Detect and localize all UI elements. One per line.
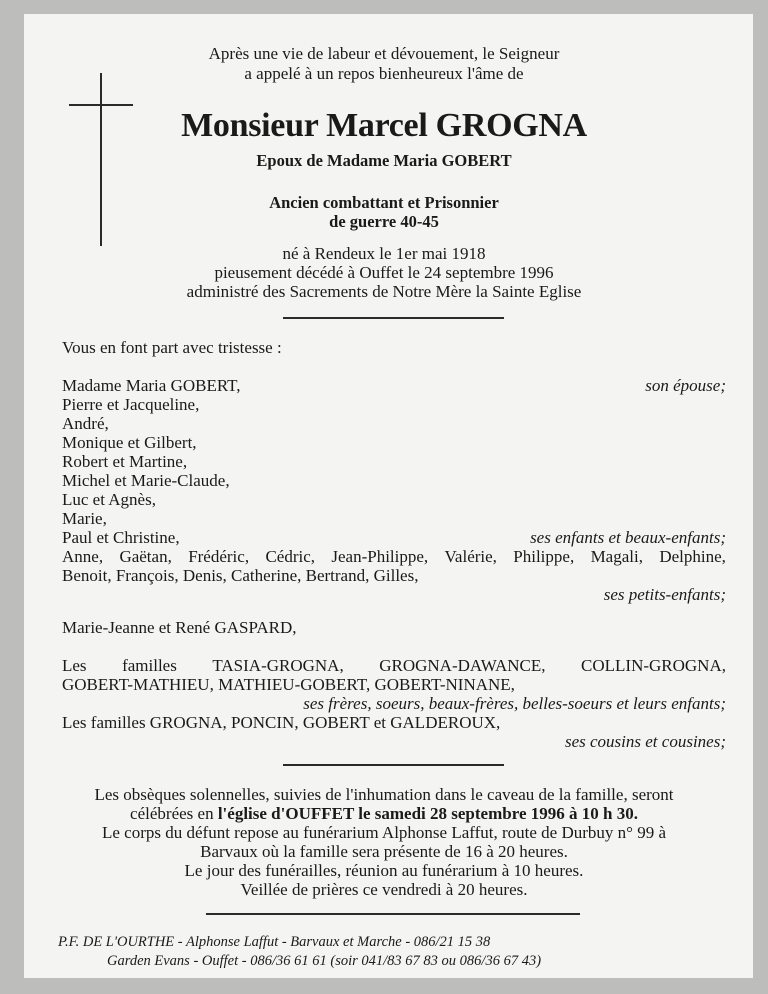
spouse-name: Madame Maria GOBERT,	[62, 376, 241, 395]
spouse-line: Epoux de Madame Maria GOBERT	[256, 151, 512, 170]
siblings-relation: ses frères, soeurs, beaux-frères, belles-soeurs et leurs enfants;	[303, 694, 726, 713]
funeral-line-6: Veillée de prières ce vendredi à 20 heures.	[240, 880, 528, 899]
veteran-title	[0, 193, 768, 231]
siblings-word: TASIA-GROGNA,	[212, 656, 344, 675]
family-list	[62, 376, 726, 604]
funeral-place-date: l'église d'OUFFET le samedi 28 septembre 1996 à 10 h 30.	[217, 804, 638, 823]
grandchildren-line-1	[62, 547, 726, 566]
spouse-relation: son épouse;	[645, 376, 726, 395]
child-row: Pierre et Jacqueline,	[62, 395, 200, 414]
footer-line-1: P.F. DE L'OURTHE - Alphonse Laffut - Barvaux et Marche - 086/21 15 38	[58, 934, 491, 950]
child-row: Michel et Marie-Claude,	[62, 471, 230, 490]
grandchild: Jean-Philippe,	[331, 547, 429, 566]
extended-family	[62, 656, 726, 751]
announce: Vous en font part avec tristesse :	[62, 338, 282, 357]
intro-line-1: Après une vie de labeur et dévouement, le Seigneur	[208, 44, 560, 63]
other-family: Marie-Jeanne et René GASPARD,	[62, 618, 297, 637]
funeral-notice	[0, 785, 768, 899]
child-row: Luc et Agnès,	[62, 490, 156, 509]
intro-text	[0, 44, 768, 84]
grandchild: Magali,	[590, 547, 643, 566]
grandchild: Anne,	[62, 547, 104, 566]
veteran-title-line-1: Ancien combattant et Prisonnier	[269, 193, 499, 212]
sacraments-line: administré des Sacrements de Notre Mère la Sainte Eglise	[186, 282, 582, 301]
siblings-word: Les	[62, 656, 87, 675]
funeral-line-1: Les obsèques solennelles, suivies de l'inhumation dans le caveau de la famille, seront	[94, 785, 674, 804]
funeral-line-4: Barvaux où la famille sera présente de 16 à 20 heures.	[200, 842, 568, 861]
siblings-line-1	[62, 656, 726, 675]
veteran-title-line-2: de guerre 40-45	[329, 212, 439, 231]
grandchild: Cédric,	[265, 547, 316, 566]
divider-1	[283, 317, 504, 319]
death-line: pieusement décédé à Ouffet le 24 septembre 1996	[214, 263, 554, 282]
grandchild: Frédéric,	[188, 547, 250, 566]
grandchildren-line-2: Benoit, François, Denis, Catherine, Bertrand, Gilles,	[62, 566, 419, 585]
siblings-word: GROGNA-DAWANCE,	[379, 656, 546, 675]
child-row: André,	[62, 414, 109, 433]
child-row: Monique et Gilbert,	[62, 433, 197, 452]
footer-line-2: Garden Evans - Ouffet - 086/36 61 61 (soir 041/83 67 83 ou 086/36 67 43)	[107, 953, 542, 969]
funeral-line-2	[0, 804, 768, 823]
children-relation: ses enfants et beaux-enfants;	[530, 528, 726, 547]
deceased-name: Monsieur Marcel GROGNA	[181, 107, 587, 144]
bio	[0, 244, 768, 301]
intro-line-2: a appelé à un repos bienheureux l'âme de	[244, 64, 524, 83]
siblings-word: familles	[122, 656, 177, 675]
siblings-word: COLLIN-GROGNA,	[581, 656, 726, 675]
birth-line: né à Rendeux le 1er mai 1918	[282, 244, 486, 263]
child-last: Paul et Christine,	[62, 528, 180, 547]
grandchild: Delphine,	[659, 547, 726, 566]
grandchild: Philippe,	[513, 547, 575, 566]
siblings-line-2: GOBERT-MATHIEU, MATHIEU-GOBERT, GOBERT-NINANE,	[62, 675, 515, 694]
divider-3	[206, 913, 580, 915]
spouse-row	[62, 376, 726, 395]
divider-2	[283, 764, 504, 766]
cousins-line: Les familles GROGNA, PONCIN, GOBERT et GALDEROUX,	[62, 713, 501, 732]
child-row: Marie,	[62, 509, 107, 528]
funeral-line-3: Le corps du défunt repose au funérarium Alphonse Laffut, route de Durbuy n° 99 à	[101, 823, 666, 842]
cousins-relation: ses cousins et cousines;	[564, 732, 726, 751]
grandchildren-relation: ses petits-enfants;	[603, 585, 726, 604]
children-last-row	[62, 528, 726, 547]
grandchild: Gaëtan,	[119, 547, 172, 566]
grandchild: Valérie,	[444, 547, 497, 566]
child-row: Robert et Martine,	[62, 452, 188, 471]
funeral-line-5: Le jour des funérailles, réunion au funérarium à 10 heures.	[184, 861, 584, 880]
funeral-line-2-prefix: célébrées en	[130, 804, 218, 823]
